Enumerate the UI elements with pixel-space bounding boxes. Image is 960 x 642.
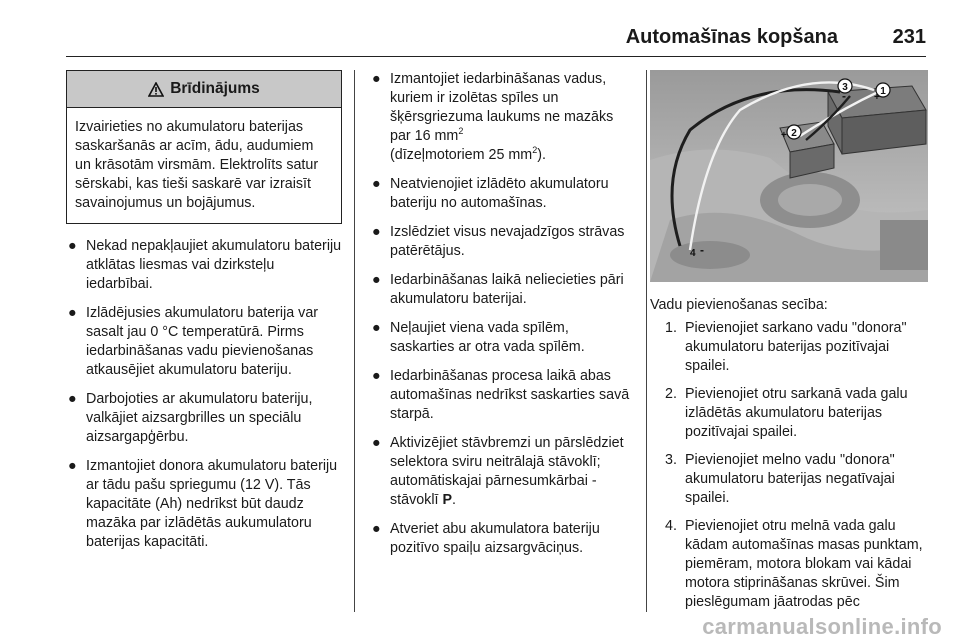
list-item: 4. Pievienojiet otru melnā vada galu kādam automašīnas masas punktam, piemēram, motora blokam vai kādai motora stiprināšanas skrūvei. Šim pieslēgumam jāatrodas pēc: [665, 518, 923, 610]
warning-triangle-icon: [148, 82, 164, 97]
bullet-icon: ●: [372, 320, 381, 336]
header-rule: [66, 56, 926, 57]
list-item: 3. Pievienojiet melno vadu "donora" akumulatoru baterijas negatīvajai spailei.: [665, 452, 895, 506]
list-item: ● Neatvienojiet izlādēto akumulatoru bateriju no automašīnas.: [372, 176, 609, 211]
warning-box: [66, 70, 342, 224]
callout-3-label: 3: [842, 82, 848, 93]
list-item: ● Neļaujiet viena vada spīlēm, saskarties ar otra vada spīlēm.: [372, 320, 585, 355]
minus-sign: -: [700, 243, 704, 257]
list-item: ● Iedarbināšanas procesa laikā abas automašīnas nedrīkst saskarties savā starpā.: [372, 368, 630, 422]
callout-2-label: 2: [791, 128, 797, 139]
column-divider: [646, 70, 647, 612]
column-divider: [354, 70, 355, 612]
sequence-title: Vadu pievienošanas secība:: [650, 297, 828, 313]
list-item: 2. Pievienojiet otru sarkanā vada galu izlādētās akumulatoru baterijas pozitīvajai spailei.: [665, 386, 908, 440]
page-header: [66, 20, 926, 54]
list-item: ● Atveriet abu akumulatora bateriju pozitīvo spaiļu aizsargvāciņus.: [372, 521, 600, 556]
list-item: ● Izmantojiet donora akumulatoru bateriju ar tādu pašu spriegumu (12 V). Tās kapacitāte (Ah) nedrīkst būt daudz mazāka par izlādētās aukumulatoru baterijas kapacitāti.: [68, 458, 338, 550]
bullet-icon: ●: [372, 71, 381, 87]
list-item: 1. Pievienojiet sarkano vadu "donora" akumulatoru baterijas pozitīvajai spailei.: [665, 320, 907, 374]
minus-sign: -: [842, 89, 846, 103]
page-number: 231: [892, 26, 926, 48]
bullet-icon: ●: [372, 176, 381, 192]
column-2: [370, 70, 634, 568]
warning-text: Izvairieties no akumulatoru baterijas saskaršanās ar acīm, ādu, audumiem un krāsotām virsmām. Elektrolīts satur sērskabi, kas tieši saskarē var izraisīt savainojumus un bojājumus.: [75, 119, 319, 211]
engine-bay-illustration: [650, 70, 928, 282]
plus-sign: +: [874, 92, 880, 103]
bullet-list-2: [370, 70, 634, 558]
plus-sign: +: [781, 130, 787, 141]
list-item: ● Izmantojiet iedarbināšanas vadus, kuriem ir izolētas spīles un šķērsgriezuma laukums ne mazāks par 16 $mm^2$ (dīzeļmotoriem 25 $mm^2$).: [372, 71, 614, 163]
bullet-icon: ●: [372, 272, 381, 288]
bullet-list-1: [66, 237, 342, 552]
list-item: ● Izlādējusies akumulatoru baterija var sasalt jau 0 °C temperatūrā. Pirms iedarbināšanas vadu pievienošanas atkausējiet akumulatoru bateriju.: [68, 305, 319, 378]
bullet-icon: ●: [372, 521, 381, 537]
column-1: [66, 70, 342, 562]
list-item: ● Darbojoties ar akumulatoru bateriju, valkājiet aizsargbrilles un speciālu aizsargapģērbu.: [68, 391, 313, 445]
step-list: [650, 319, 930, 612]
callout-4-label: 4: [690, 248, 696, 259]
bullet-icon: ●: [68, 238, 77, 254]
column-3: [650, 70, 930, 621]
warning-heading: [67, 71, 341, 108]
bullet-icon: ●: [372, 368, 381, 384]
list-item: ● Izslēdziet visus nevajadzīgos strāvas patērētājus.: [372, 224, 625, 259]
bullet-icon: ●: [372, 435, 381, 451]
bullet-icon: ●: [68, 391, 77, 407]
warning-heading-text: Brīdinājums: [170, 80, 260, 97]
list-item: ● Aktivizējiet stāvbremzi un pārslēdziet selektora sviru neitrālajā stāvoklī; automātiskajai pārnesumkārbai - stāvoklī P.: [372, 435, 624, 508]
watermark: carmanualsonline.info: [702, 614, 942, 639]
list-item: ● Iedarbināšanas laikā neliecieties pāri akumulatoru baterijai.: [372, 272, 624, 307]
list-item: ● Nekad nepakļaujiet akumulatoru bateriju atklātas liesmas vai dzirksteļu iedarbībai.: [68, 238, 342, 292]
bullet-icon: ●: [372, 224, 381, 240]
page-title: Automašīnas kopšana: [625, 26, 838, 48]
bullet-icon: ●: [68, 305, 77, 321]
bullet-icon: ●: [68, 458, 77, 474]
callout-1-label: 1: [880, 86, 886, 97]
